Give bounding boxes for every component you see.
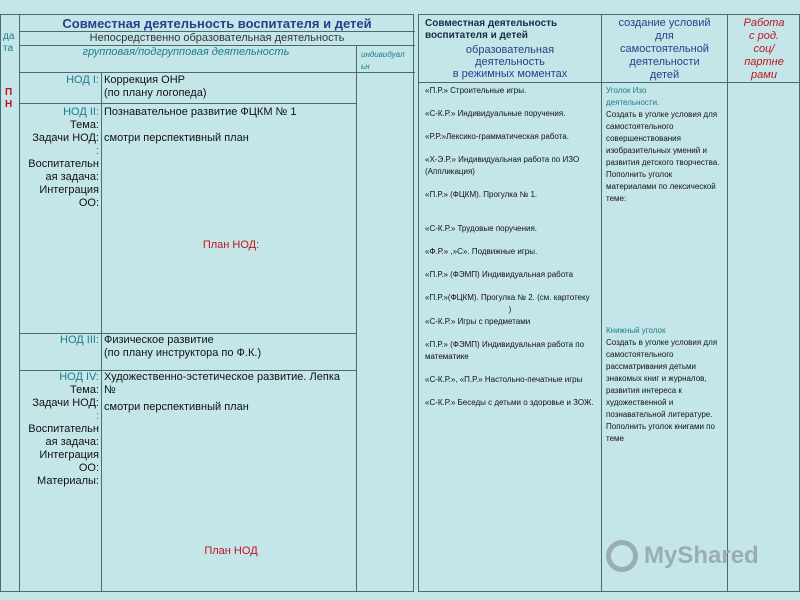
task-item: «Ф.Р.» ,»С». Подвижные игры. [425, 247, 538, 256]
day-label: П Н [5, 87, 13, 110]
watermark [606, 538, 786, 574]
task-item: «С-К.Р.» Беседы с детьми о здоровье и ЗОЖ. [425, 398, 594, 407]
right-table [418, 14, 800, 592]
nod3-label: НОД III: [60, 334, 99, 346]
watermark-text: MyShared [644, 542, 759, 569]
art-corner: Уголок Изо деятельности. Создать в уголке условия для самостоятельного совершенствования изобразительных умений и развития детского творчества. Пополнить уголок материалами по лексической теме: [606, 86, 720, 203]
task-item: «С-К.Р.», «П.Р.» Настольно-печатные игры [425, 375, 583, 384]
task-item: «С-К.Р.» Игры с предметами [425, 317, 531, 326]
nod1-label: НОД I: [66, 74, 99, 86]
nod1-content: Коррекция ОНР (по плану логопеда) [104, 74, 207, 99]
date-column-divider [19, 15, 20, 591]
task-item: «П.Р.»(ФЦКМ). Прогулка № 2. (см. картотеку [425, 293, 590, 302]
independent-activity-title: создание условий для самостоятельной деятельности детей [618, 17, 711, 81]
date-label: да та [3, 31, 15, 54]
left-table [0, 14, 414, 592]
watermark-logo-icon [606, 540, 638, 572]
nod4-plan: План НОД [204, 545, 258, 557]
task-item: «П.Р.» (ФЭМП) Индивидуальная работа по математике [425, 340, 585, 361]
regime-tasks-list [425, 85, 595, 420]
task-item: «П.Р.» (ФЭМП) Индивидуальная работа [425, 270, 574, 279]
individual-activity-header: индивидуал ьн [361, 50, 405, 71]
regime-title: Совместная деятельность воспитателя и детей [425, 18, 558, 41]
parents-work-title: Работа с род. соц/ партне рами [743, 17, 785, 81]
task-item: «П.Р.» (ФЦКМ). Прогулка № 1. [425, 190, 538, 199]
task-item: «С-К.Р.» Трудовые поручения. [425, 224, 538, 233]
task-item: «Х-Э.Р.» Индивидуальная работа по ИЗО (Аппликация) [425, 155, 580, 176]
nod2-content: Познавательное развитие ФЦКМ № 1 смотри перспективный план [104, 106, 297, 144]
task-item: «С-К.Р.» Индивидуальные поручения. [425, 109, 566, 118]
book-corner: Книжный уголок Создать в уголке условия для самостоятельного рассматривания детьми знакомых книг и журналов, развития интереса к художественной и познавательной литературе. Пополнить уголок книгами по теме [606, 326, 718, 443]
nod-header: Непосредственно образовательная деятельность [89, 32, 345, 44]
task-item: «П.Р.» Строительные игры. [425, 86, 527, 95]
group-activity-header: групповая/подгрупповая деятельность [82, 46, 290, 58]
regime-subtitle: образовательная деятельность в режимных моментах [452, 44, 568, 80]
nod3-content: Физическое развитие (по плану инструктора по Ф.К.) [104, 334, 262, 359]
task-item: ) [508, 305, 512, 314]
nod4-content: Художественно-эстетическое развитие. Лепка № смотри перспективный план [104, 371, 340, 413]
nod2-plan: План НОД: [202, 239, 260, 251]
nod2-side-labels: НОД II: Тема: Задачи НОД: : Воспитательн ая задача: Интеграция ОО: [28, 106, 99, 209]
left-table-title: Совместная деятельность воспитателя и детей [62, 16, 372, 31]
task-item: «Р.Р.»Лексико-грамматическая работа. [425, 132, 569, 141]
nod4-side-labels: НОД IV: Тема: Задачи НОД: : Воспитательн ая задача: Интеграция ОО: Материалы: [28, 371, 99, 487]
